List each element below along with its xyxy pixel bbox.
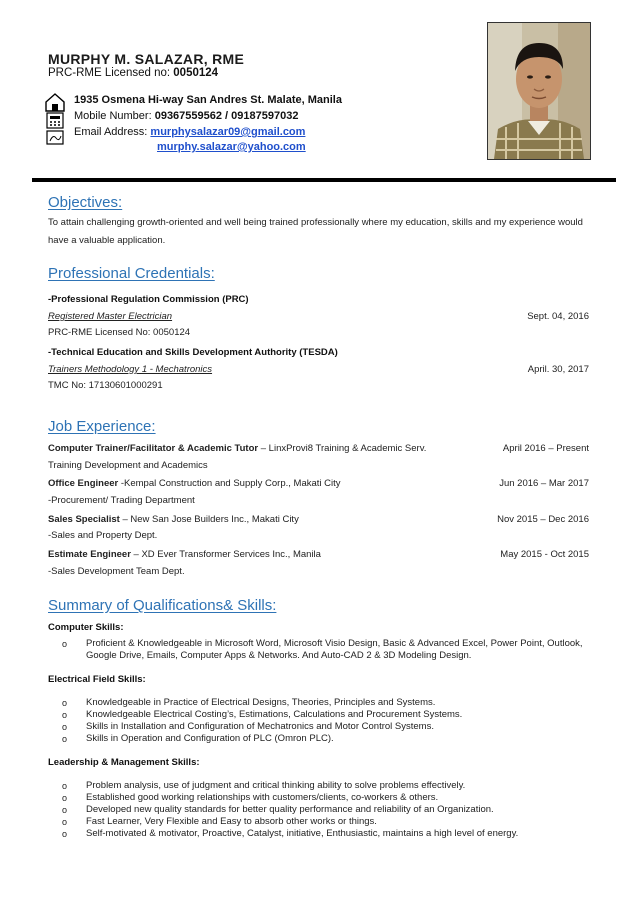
jobs-title: Job Experience:: [48, 418, 156, 435]
leadership-skills-head: Leadership & Management Skills:: [48, 757, 200, 768]
list-item: o Developed new quality standards for better quality performance and reliability of an Organization.: [62, 804, 494, 815]
tesda-org: -Technical Education and Skills Development Authority (TESDA): [48, 347, 338, 358]
profile-photo: [487, 22, 591, 160]
electrical-skills-list: [62, 697, 592, 745]
header-divider: [32, 178, 616, 182]
prc-license: PRC-RME Licensed No: 0050124: [48, 327, 191, 338]
contact-icons: [44, 92, 66, 146]
license-line: PRC-RME Licensed no: 0050124: [48, 67, 219, 79]
email-address-2: [157, 141, 306, 153]
email-address: Email Address: murphysalazar09@gmail.com: [74, 126, 306, 138]
objectives-title: Objectives:: [48, 194, 123, 211]
email-link-yahoo[interactable]: murphy.salazar@yahoo.com: [157, 141, 306, 153]
job-row: [48, 478, 589, 489]
prc-title: Registered Master Electrician: [48, 311, 173, 322]
home-icon: [46, 94, 64, 111]
job-row: [48, 514, 589, 525]
resume-name: MURPHY M. SALAZAR, RME: [48, 51, 245, 67]
list-item: o Fast Learner, Very Flexible and Easy to absorb other works or things.: [62, 816, 377, 827]
job-date: May 2015 - Oct 2015: [500, 549, 589, 560]
job-dept: -Sales and Property Dept.: [48, 530, 158, 541]
list-item: o Knowledgeable in Practice of Electrical Designs, Theories, Principles and Systems.: [62, 697, 436, 708]
electrical-skills-head: Electrical Field Skills:: [48, 674, 146, 685]
list-item: o Skills in Operation and Configuration of PLC (Omron PLC).: [62, 733, 334, 744]
email-link-gmail[interactable]: murphysalazar09@gmail.com: [150, 126, 306, 138]
prc-date: Sept. 04, 2016: [527, 311, 589, 322]
job-company: – XD Ever Transformer Services Inc., Manila: [130, 549, 321, 560]
list-item: o Knowledgeable Electrical Costing’s, Estimations, Calculations and Procurement Systems.: [62, 709, 463, 720]
leadership-skills-list: [62, 780, 592, 840]
tesda-number: TMC No: 17130601000291: [48, 380, 163, 391]
job-row: [48, 549, 589, 560]
tesda-date: April. 30, 2017: [527, 364, 589, 375]
envelope-icon: [47, 131, 63, 144]
job-company: – LinxProvi8 Training & Academic Serv.: [258, 443, 427, 454]
address: 1935 Osmena Hi-way San Andres St. Malate, Manila: [74, 94, 342, 106]
list-item: o Problem analysis, use of judgment and critical thinking ability to solve problems effectively.: [62, 780, 466, 791]
job-company: – New San Jose Builders Inc., Makati City: [119, 514, 299, 525]
list-item: o Skills in Installation and Configuration of Mechatronics and Motor Control Systems.: [62, 721, 434, 732]
job-dept: -Sales Development Team Dept.: [48, 566, 185, 577]
skills-title: Summary of Qualifications& Skills:: [48, 597, 277, 614]
mobile-number: Mobile Number: 09367559562 / 09187597032: [74, 110, 299, 122]
job-date: Jun 2016 – Mar 2017: [499, 478, 589, 489]
job-date: Nov 2015 – Dec 2016: [497, 514, 589, 525]
prc-org: -Professional Regulation Commission (PRC): [48, 294, 249, 305]
list-item: o Proficient & Knowledgeable in Microsoft Word, Microsoft Visio Design, Basic & Advanced Excel, Power Point, Outlook, Google Drive, Emails, Computer Apps & Networks. And Auto-CAD 2 & 3D Modeling Design.: [62, 638, 583, 661]
computer-skills-head: Computer Skills:: [48, 622, 124, 633]
prc-title-row: [48, 311, 589, 322]
job-row: [48, 443, 589, 454]
tesda-title: Trainers Methodology 1 - Mechatronics: [48, 364, 213, 375]
credentials-title: Professional Credentials:: [48, 265, 215, 282]
job-role: Sales Specialist: [48, 514, 120, 525]
tesda-title-row: [48, 364, 589, 375]
job-role: Office Engineer: [48, 478, 119, 489]
job-dept: -Procurement/ Trading Department: [48, 495, 195, 506]
job-date: April 2016 – Present: [502, 443, 589, 454]
list-item: o Established good working relationships with customers/clients, co-workers & others.: [62, 792, 439, 803]
job-role: Computer Trainer/Facilitator & Academic Tutor: [48, 443, 259, 454]
list-item: o Self-motivated & motivator, Proactive, Catalyst, initiative, Enthusiastic, maintains a high level of energy.: [62, 828, 519, 839]
job-dept: Training Development and Academics: [48, 460, 208, 471]
job-company: -Kempal Construction and Supply Corp., Makati City: [118, 478, 341, 489]
computer-skills-list: [62, 638, 592, 662]
phone-icon: [47, 113, 63, 128]
job-role: Estimate Engineer: [48, 549, 131, 560]
objectives-text: To attain challenging growth-oriented and well being trained professionally where my education, skills and my experience would have a valuable application.: [48, 217, 583, 246]
